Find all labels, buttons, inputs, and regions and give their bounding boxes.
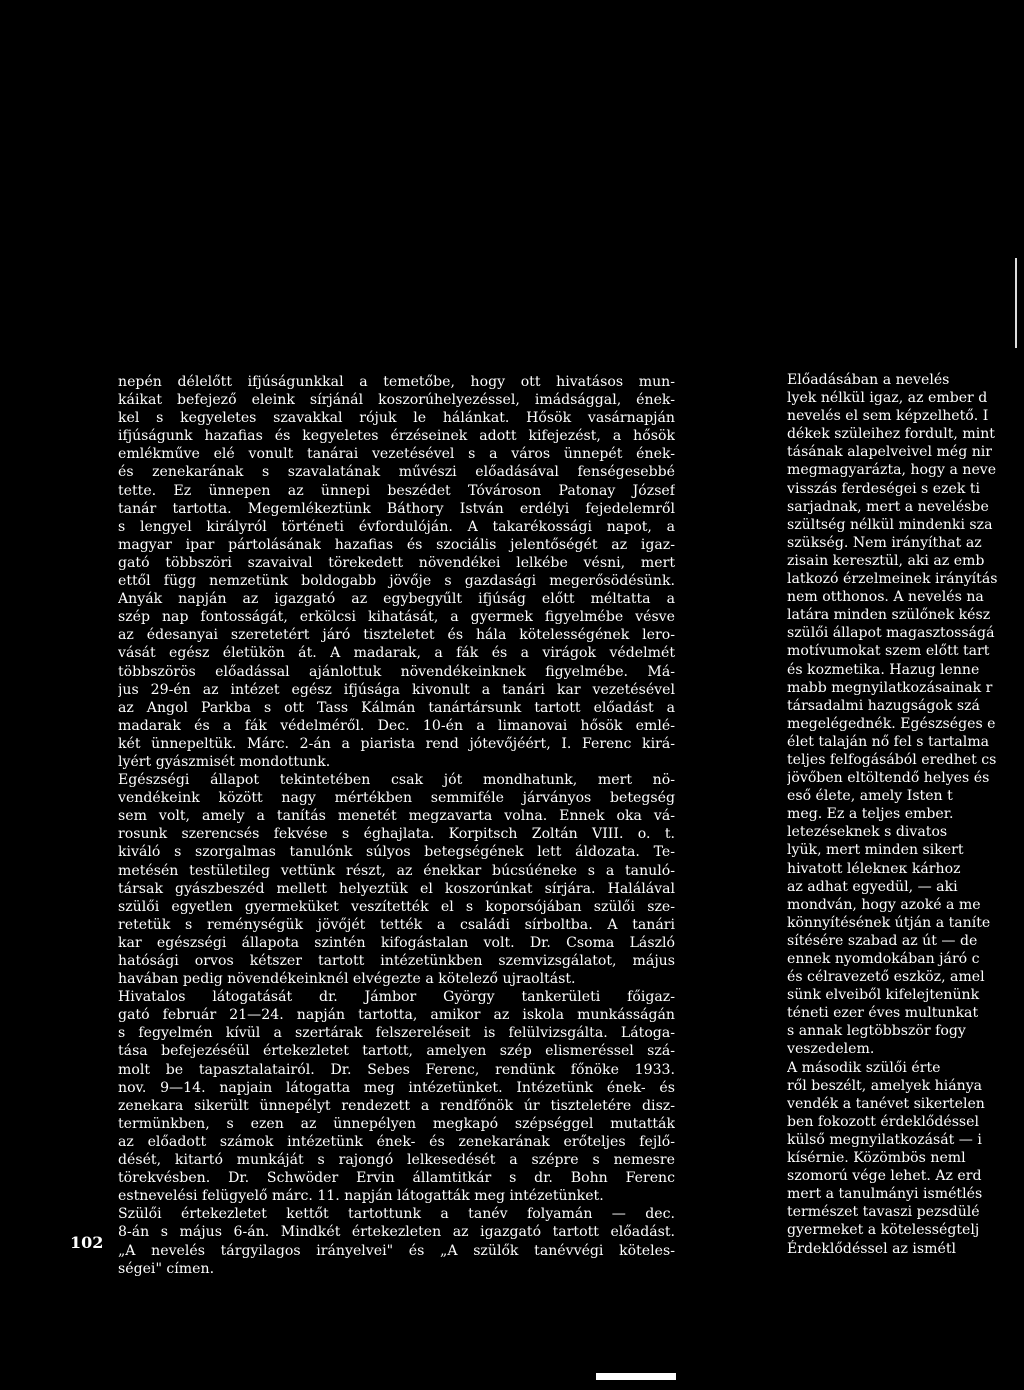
right-column-line: sünk elveiből kifelejtenünk (787, 987, 980, 1004)
main-column-line: retetük s reménységük jövőjét tették a családi sírboltba. A tanári (118, 916, 675, 933)
right-column-line: latkozó érzelmeinek irányítás (787, 571, 998, 588)
main-column-line: magyar ipar pártolásának hazafias és szociális jelentőségét az igaz- (118, 536, 675, 553)
right-column-line: latára minden szülőnek kész (787, 607, 991, 624)
main-column-line: hatósági orvos kétszer tartott intézetünkben szemvizsgálatot, május (118, 953, 675, 969)
main-column-line: ettől függ nemzetünk boldogabb jövője s gazdasági megerősödésünk. (118, 573, 675, 590)
right-column-line: ről beszélt, amelyek hiánya (787, 1077, 983, 1094)
right-column-line: mabb megnyilatkozásainak r (787, 679, 993, 696)
right-column-line: élet talaján nő fel s tartalma (787, 733, 990, 750)
right-column-line: szültség nélkül mindenki sza (787, 516, 993, 533)
right-column-line: mondván, hogy azoké a me (787, 896, 981, 913)
main-column-line: emlékműve elé vonult tanárai vezetésével s a város ünnepét ének- (118, 446, 675, 463)
main-column-line: „A nevelés tárgyilagos irányelvei" és „A szülők tanévvégi köteles- (118, 1242, 675, 1259)
right-column-line: az adhat egyedül, — aki (787, 878, 958, 895)
right-column-line: megmagyarázta, hogy a neve (787, 462, 997, 479)
main-column-line: gató többszöri szavaival törekedett növendékei lelkébe vésni, mert (118, 554, 675, 571)
main-column-line: estnevelési felügyelő márc. 11. napján látogatták meg intézetünket. (118, 1188, 604, 1205)
right-column-line: könnyítésének útján a taníte (787, 914, 991, 931)
main-column-line: tanár tartotta. Megemlékeztünk Báthory István erdélyi fejedelemről (118, 500, 675, 517)
right-column-line: vendék a tanévet sikertelen (787, 1095, 985, 1112)
main-column-line: Anyák napján az igazgató az egybegyűlt ifjúság előtt méltatta a (118, 591, 675, 608)
main-column-line: dését, kitartó munkáját s rajongó lelkesedését a szépre s nemesre (118, 1152, 675, 1169)
main-column-line: két ünnepeltük. Márc. 2-án a piarista rend jótevőjéért, I. Ferenc kirá- (118, 735, 675, 752)
right-column-line: ben fokozott érdeklődéssel (787, 1113, 980, 1130)
right-column-line: sítésére szabad az út — de (787, 932, 978, 949)
right-column-line: hivatott lélekneк kárhoz (787, 860, 961, 877)
main-column-line: társak gyászbeszéd mellett helyeztük el koszorúnkat sírjára. Halálával (118, 880, 675, 897)
main-column-line: törekvésben. Dr. Schwöder Ervin államtitkár s dr. Bohn Ferenc (118, 1170, 675, 1187)
right-column-line: s annak legtöbbször fogy (787, 1023, 966, 1040)
main-column-line: Egészségi állapot tekintetében csak jót mondhatunk, mert nö- (118, 772, 675, 789)
main-column-line: vását egész életükön át. A madarak, a fák és a virágok védelmét (118, 645, 675, 662)
right-column-line: téneti ezer éves multunkat (787, 1005, 979, 1022)
main-column-line: s fegyelmén kívül a szertárak felszereléseit is felülvizsgálta. Látoga- (118, 1025, 675, 1042)
main-column-line: havában pedig növendékeinknél elvégezte a kötelező ujraoltást. (118, 971, 576, 988)
main-column-line: kar egészségi állapota szintén kifogástalan volt. Dr. Csoma László (118, 934, 675, 951)
right-column-line: szülői állapot magasztosságá (787, 625, 995, 642)
right-column-line: sarjadnak, mert a nevelésbe (787, 498, 989, 515)
bottom-bar (596, 1373, 676, 1380)
right-column-line: nevelés el sem képzelhető. I (787, 408, 989, 425)
right-column-line: letezéseknek s divatos (787, 824, 948, 841)
right-column-line: gyermeket a kötelességtelj (787, 1222, 980, 1239)
main-column-line: Szülői értekezletet kettőt tartottunk a tanév folyamán — dec. (118, 1206, 675, 1223)
right-column-line: külső megnyilatkozását — i (787, 1131, 982, 1148)
right-column-line: ennek nyomdokában járó c (787, 951, 980, 967)
main-column-line: ségei" címen. (118, 1260, 215, 1277)
main-column-line: madarak és a fák védelméről. Dec. 10-én a limanovai hősök emlé- (118, 717, 675, 734)
right-column-line: szükség. Nem irányíthat az (787, 534, 982, 551)
right-column-line: Előadásában a nevelés (787, 372, 950, 388)
main-column-line: többszörös előadással ajánlottuk növendékeinknek figyelmébe. Má- (118, 663, 675, 680)
right-column-line: mert a tanulmányi ismétlés (787, 1186, 983, 1203)
main-column-line: nov. 9—14. napjain látogatta meg intézetünket. Intézetünk ének- és (118, 1079, 675, 1096)
main-column-line: az Angol Parkba s ott Tass Kálmán tanártársunk tartott előadást a (118, 699, 675, 716)
right-column-line: Érdeklődéssel az ismétl (787, 1240, 957, 1257)
right-column-line: és célravezető eszköz, amel (787, 969, 985, 986)
right-column-line: tásának alapelveivel még nir (787, 444, 993, 461)
main-column-line: szülői egyetlen gyermeküket veszítették el s koporsójában szülői sze- (118, 898, 675, 915)
main-column-line: metésén testületileg vettünk részt, az énekkar búcsúéneke s a tanuló- (118, 862, 675, 879)
main-text-column (118, 373, 675, 1278)
right-column-line: kísérnie. Közömbös neml (787, 1150, 966, 1167)
main-column-line: tása befejezéséül értekezletet tartott, amelyen szép elismeréssel szá- (118, 1043, 675, 1060)
right-column-line: lyek nélkül igaz, az ember d (787, 390, 988, 407)
right-column-line: dékek szüleihez fordult, mint (787, 426, 995, 443)
right-column-line: társadalmi hazugságok szá (787, 697, 980, 714)
right-column-line: szomorú vége lehet. Az erd (787, 1168, 982, 1185)
main-column-line: az édesanyai szeretetért járó tiszteletet és hála kötelességének lero- (118, 627, 675, 644)
main-column-line: lyért gyászmisét mondottunk. (118, 753, 331, 770)
right-column-line: teljes felfogásából eredhet cs (787, 751, 997, 768)
right-column-line: lyük, mert minden sikert (787, 842, 964, 859)
main-column-line: molt be tapasztalatairól. Dr. Sebes Ferenc, rendünk főnöke 1933. (118, 1061, 675, 1078)
right-column-line: természet tavaszi pezsdülé (787, 1204, 980, 1221)
right-column-line: meg. Ez a teljes ember. (787, 806, 954, 823)
main-column-line: s lengyel királyról történeti évfordulóján. A takarékossági napot, a (118, 518, 675, 535)
main-column-line: szép nap fontosságát, erkölcsi kihatását, a gyermek figyelmébe vésve (118, 609, 675, 626)
page-number: 102 (70, 1233, 104, 1252)
right-column-line: motívumokat szem előtt tart (787, 643, 990, 660)
main-column-line: vendékeink között nagy mértékben semmiféle járványos betegség (118, 790, 675, 807)
main-column-line: kiváló s szorgalmas tanulónk súlyos betegségének lett áldozata. Te- (118, 844, 675, 861)
right-column-line: veszedelem. (787, 1041, 875, 1058)
main-column-line: tette. Ez ünnepen az ünnepi beszédet Tóvároson Patonay József (118, 482, 675, 499)
main-column-line: termünkben, s ezen az ünnepélyen megkapó szépséggel mutatták (118, 1115, 675, 1132)
main-column-line: káikat befejező eleink sírjánál koszorúhelyezéssel, imádsággal, ének- (118, 392, 675, 409)
main-column-line: az előadott számok intézetünk ének- és zenekarának erőteljes fejlő- (118, 1133, 675, 1150)
main-column-line: ifjúságunk hazafias és kegyeletes érzéseinek adott kifejezést, a hősök (118, 428, 675, 445)
main-column-line: 8-án s május 6-án. Mindkét értekezleten az igazgató tartott előadást. (118, 1224, 675, 1241)
right-column-line: zisain keresztül, aki az emb (787, 552, 985, 569)
main-column-line: jus 29-én az intézet egész ifjúsága kivonult a tanári kar vezetésével (118, 681, 675, 698)
right-column-line: nem otthonos. A nevelés na (787, 589, 984, 606)
main-column-line: nepén délelőtt ifjúságunkkal a temetőbe, hogy ott hivatásos mun- (118, 374, 675, 390)
right-text-column (787, 371, 1005, 1258)
main-column-line: Hivatalos látogatását dr. Jámbor György tankerületi főigaz- (118, 989, 675, 1006)
main-column-line: kel s kegyeletes szavakkal rójuk le hálánkat. Hősök vasárnapján (118, 410, 675, 427)
main-column-line: gató február 21—24. napján tartotta, amikor az iskola munkásságán (118, 1007, 675, 1024)
right-column-line: visszás ferdeségei s ezek ti (787, 480, 981, 497)
main-column-line: sem volt, amely a tanítás menetét megzavarta volna. Ennek oka vá- (118, 808, 675, 825)
right-column-line: jövőben eltöltendő helyes és (787, 770, 990, 787)
edge-rule (1015, 258, 1017, 348)
right-column-line: eső élete, amely Isten t (787, 788, 953, 805)
main-column-line: rosunk szerencsés fekvése s éghajlata. Korpitsch Zoltán VIII. o. t. (118, 826, 675, 843)
right-column-line: megelégednék. Egészséges e (787, 715, 996, 732)
main-column-line: és zenekarának s szavalatának művészi előadásával fenségesebbé (118, 464, 675, 481)
main-column-line: zenekara sikerült ünnepélyt rendezett a rendfőnök úr tiszteletére disz- (118, 1097, 675, 1114)
right-column-line: A második szülői érte (787, 1059, 941, 1076)
right-column-line: és kozmetika. Hazug lenne (787, 661, 980, 678)
